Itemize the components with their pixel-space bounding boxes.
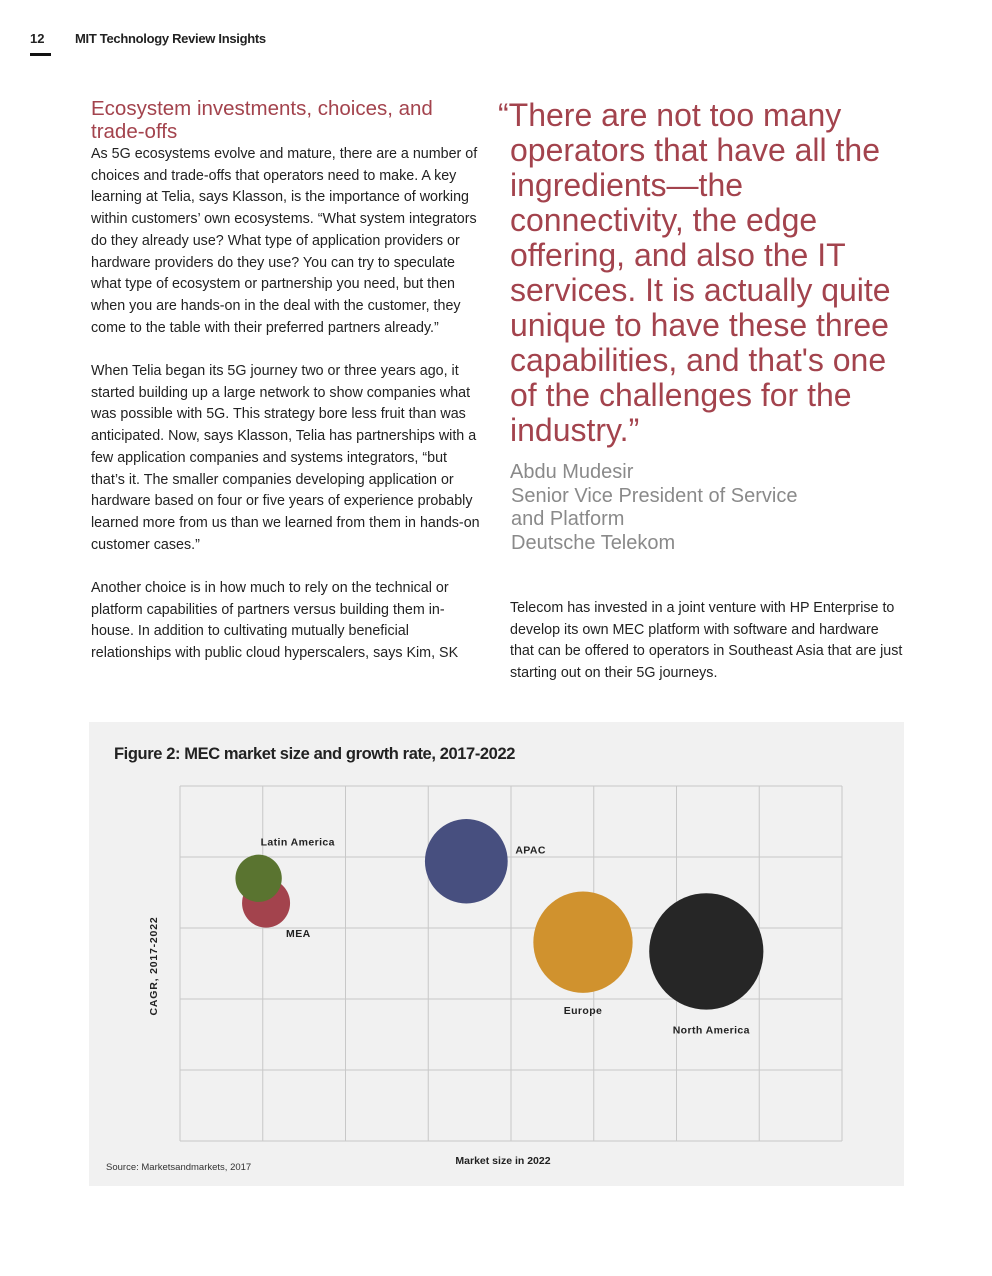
quote-attribution [510, 461, 797, 555]
bubble-apac [425, 819, 508, 903]
bubble-label: MEA [286, 928, 311, 941]
publication-name: MIT Technology Review Insights [75, 31, 266, 46]
page-number-underline [30, 53, 51, 56]
bubble-label: Latin America [260, 836, 335, 849]
bubble-chart [89, 722, 904, 1186]
y-axis-label: CAGR, 2017-2022 [148, 916, 160, 1016]
bubble-europe [533, 892, 632, 993]
chart-title: Figure 2: MEC market size and growth rate, 2017-2022 [114, 745, 516, 763]
speaker-title: Senior Vice President of Service [511, 484, 798, 507]
figure-source: Source: Marketsandmarkets, 2017 [106, 1162, 252, 1173]
bubble-latin-america [235, 855, 281, 902]
bubble-north-america [649, 893, 763, 1009]
right-column [510, 598, 905, 707]
speaker-title-2: and Platform [511, 508, 625, 530]
figure-panel [89, 722, 904, 1186]
paragraph: As 5G ecosystems evolve and mature, there are a number of choices and trade-offs that operators need to make. A key learning at Telia, says Klasson, is the importance of working within customers’ own ecosystems. “What system integrators do they already use? What type of application providers or hardware providers do they use? You can try to speculate what type of ecosystem or partnership you need, but then when you are hands-on in the deal with the customer, they come to the table with their preferred partners already.” [91, 146, 478, 336]
page-number: 12 [30, 31, 45, 46]
paragraph: Another choice is in how much to rely on the technical or platform capabilities of partners versus building them in-house. In addition to cultivating mutually beneficial relationships with public cloud hyperscalers, says Kim, SK [91, 580, 459, 662]
paragraph: When Telia began its 5G journey two or three years ago, it started building up a large network to show companies what was possible with 5G. This strategy bore less fruit than was anticipated. Now, says Klasson, Telia has partnerships with a few application companies and systems integrators, “but that’s it. The smaller companies developing application or hardware based on four or five years of experience probably learned more from us than we learned from them in hands-on customer cases.” [91, 363, 480, 553]
paragraph: Telecom has invested in a joint venture with HP Enterprise to develop its own MEC platform with software and hardware that can be offered to operators in Southeast Asia that are just starting out on their 5G journeys. [510, 600, 903, 682]
pull-quote [498, 98, 918, 448]
pull-quote-text: “There are not too many operators that have all the ingredients—the connectivity, the edge offering, and also the IT services. It is actually quite unique to have these three capabilities, and that's one of the challenges for the industry.” [498, 97, 891, 448]
speaker-name: Abdu Mudesir [510, 461, 634, 483]
left-column [91, 144, 483, 687]
bubble-label: North America [672, 1024, 750, 1037]
section-heading: Ecosystem investments, choices, and trade-offs [91, 97, 433, 143]
x-axis-label: Market size in 2022 [455, 1155, 551, 1167]
bubble-label: Europe [563, 1005, 603, 1018]
bubble-label: APAC [515, 844, 546, 857]
speaker-company: Deutsche Telekom [511, 531, 676, 554]
